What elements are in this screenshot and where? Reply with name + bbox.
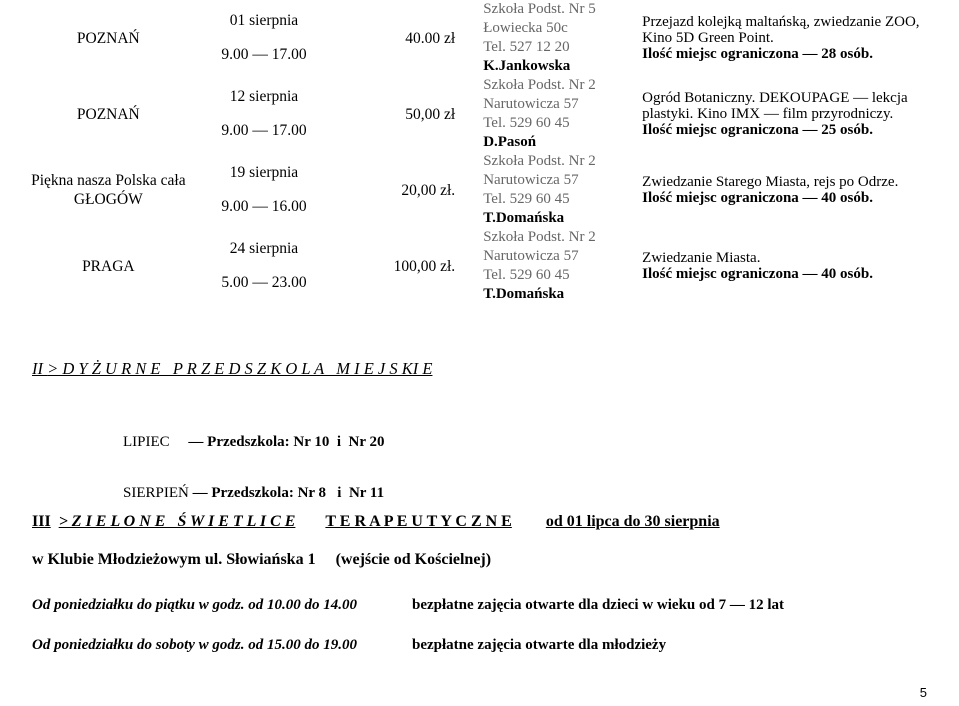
trip-desc — [642, 228, 959, 304]
school-line: Łowiecka 50c — [483, 20, 568, 36]
duty-line — [123, 434, 385, 451]
trip-price: 50,00 zł — [405, 105, 456, 123]
trip-date-cell — [190, 228, 339, 304]
trip-time: 9.00 — 17.00 — [221, 122, 307, 139]
trip-time: 5.00 — 23.00 — [221, 274, 307, 291]
duty-text: — Przedszkola: Nr 10 i Nr 20 — [188, 434, 385, 450]
desc-line: Zwiedzanie Starego Miasta, rejs po Odrze. — [642, 174, 899, 190]
schedule-what: bezpłatne zajęcia otwarte dla młodzieży — [412, 637, 667, 653]
trip-date: 12 sierpnia — [229, 88, 299, 105]
place-text: w Klubie Młodzieżowym ul. Słowiańska 1 — [32, 551, 316, 568]
school-line: Narutowicza 57 — [483, 96, 579, 112]
desc-line: Przejazd kolejką maltańską, zwiedzanie ZOO, — [642, 14, 920, 30]
trip-time: 9.00 — 17.00 — [221, 46, 307, 63]
duty-month: SIERPIEŃ — [123, 485, 189, 501]
trip-city: PRAGA — [82, 257, 135, 275]
entrance-text: (wejście od Kościelnej) — [335, 551, 492, 568]
desc-line: Ogród Botaniczny. DEKOUPAGE — lekcja — [642, 90, 908, 106]
school-line: Szkoła Podst. Nr 2 — [483, 229, 596, 245]
school-line: Tel. 529 60 45 — [483, 115, 570, 131]
schedule-when: Od poniedziałku do soboty w godz. od 15.00 do 19.00 — [32, 637, 358, 653]
section3-place — [32, 551, 491, 569]
trip-time: 9.00 — 16.00 — [221, 198, 307, 215]
desc-line: Zwiedzanie Miasta. — [642, 250, 761, 266]
trip-row — [27, 76, 959, 152]
schedule-what: bezpłatne zajęcia otwarte dla dzieci w wieku od 7 — 12 lat — [412, 597, 785, 613]
trips-table — [27, 0, 959, 304]
trip-desc — [642, 0, 959, 76]
desc-limit: Ilość miejsc ograniczona — 28 osób. — [642, 46, 873, 62]
schedule-when: Od poniedziałku do piątku w godz. od 10.00 do 14.00 — [32, 597, 358, 613]
trip-school — [483, 76, 642, 152]
trip-row — [27, 152, 959, 228]
page-number: 5 — [919, 685, 927, 700]
school-line: Narutowicza 57 — [483, 172, 579, 188]
duty-line — [123, 485, 385, 502]
school-line: Szkoła Podst. Nr 2 — [483, 153, 596, 169]
trip-school — [483, 0, 642, 76]
section2-prefix: II — [32, 359, 43, 378]
section2-title: > D Y Ż U R N E P R Z E D S Z K O L A M I E J S KI E — [47, 359, 433, 378]
trip-price: 40.00 zł — [405, 29, 456, 47]
school-line: Tel. 529 60 45 — [483, 191, 570, 207]
trip-date: 24 sierpnia — [229, 240, 299, 257]
school-line: Tel. 527 12 20 — [483, 39, 570, 55]
desc-line: plastyki. Kino IMX — film przyrodniczy. — [642, 106, 894, 122]
school-line: Tel. 529 60 45 — [483, 267, 570, 283]
section3-prefix: III — [32, 513, 51, 530]
trip-date-cell — [190, 76, 339, 152]
school-line: Szkoła Podst. Nr 5 — [483, 1, 596, 17]
duty-text: — Przedszkola: Nr 8 i Nr 11 — [192, 485, 385, 501]
school-teacher: K.Jankowska — [483, 58, 571, 74]
section3-heading — [32, 513, 720, 531]
section3-title2: T E R A P E U T Y C Z N E — [325, 513, 512, 530]
desc-limit: Ilość miejsc ograniczona — 40 osób. — [642, 266, 873, 282]
section3-title: > Z I E L O N E Ś W I E T L I C E — [58, 513, 296, 530]
trip-price: 100,00 zł. — [393, 257, 456, 275]
trip-date-cell — [190, 0, 339, 76]
trip-city: POZNAŃ — [76, 29, 140, 47]
section2-list — [123, 400, 385, 519]
trip-price: 20,00 zł. — [401, 181, 456, 199]
trip-city: POZNAŃ — [76, 105, 140, 123]
school-line: Narutowicza 57 — [483, 248, 579, 264]
desc-limit: Ilość miejsc ograniczona — 40 osób. — [642, 190, 873, 206]
school-teacher: T.Domańska — [483, 286, 565, 302]
section2-heading — [32, 359, 432, 379]
trip-date: 19 sierpnia — [229, 164, 299, 181]
desc-limit: Ilość miejsc ograniczona — 25 osób. — [642, 122, 873, 138]
trip-row — [27, 228, 959, 304]
trip-school — [483, 152, 642, 228]
school-line: Szkoła Podst. Nr 2 — [483, 77, 596, 93]
trip-school — [483, 228, 642, 304]
trip-row — [27, 0, 959, 76]
trip-desc — [642, 76, 959, 152]
duty-month: LIPIEC — [123, 434, 170, 450]
school-teacher: D.Pasoń — [483, 134, 537, 150]
trip-date-cell — [190, 152, 339, 228]
section3-period: od 01 lipca do 30 sierpnia — [545, 513, 720, 530]
trip-city: Piękna nasza Polska cała GŁOGÓW — [31, 172, 186, 208]
trip-date: 01 sierpnia — [229, 12, 299, 29]
school-teacher: T.Domańska — [483, 210, 565, 226]
trip-desc — [642, 152, 959, 228]
desc-line: Kino 5D Green Point. — [642, 30, 774, 46]
